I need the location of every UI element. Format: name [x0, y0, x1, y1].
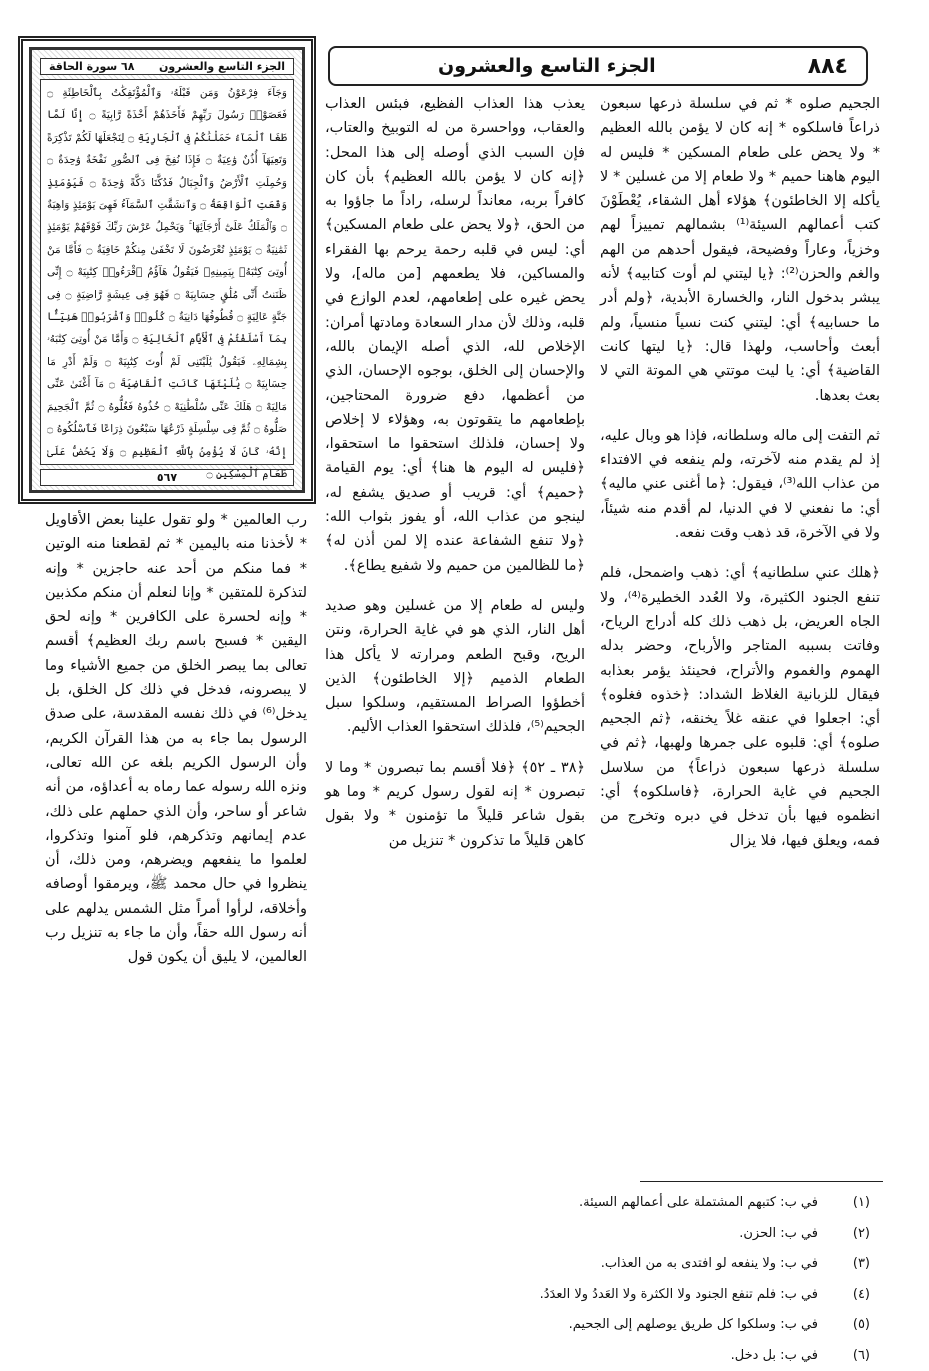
footnote-text: في ب: ولا ينفعه لو افتدى به من العذاب. — [600, 1256, 818, 1271]
mushaf-page-number: ٥٦٧ — [156, 471, 178, 484]
footnote-number: (٤) — [852, 1286, 870, 1302]
paragraph: الجحيم صلوه * ثم في سلسلة ذرعها سبعون ذراعاً فاسلكوه * إنه كان لا يؤمن بالله العظيم * ولا يحض على طعام المسكين * فليس له اليوم هاهنا حميم * ولا طعام إلا من غسلين * لا يأكله إلا الخاطئون﴾ هؤلاء أهل الشقاء، يُعْطَوْنَ كتب أعمالهم السيئة⁽¹⁾ بشمالهم تمييزاً لهم وخزياً، وعاراً وفضيحة، فيقول أحدهم من الهم والغم والحزن⁽²⁾: ﴿يا ليتني لم أوت كتابيه﴾ لأنه يبشر بدخول النار، والخسارة الأبدية، ﴿ولم أدر ما حسابيه﴾ أي: ليتني كنت نسياً منسياً، ولم أبعث وأحاسب، ولهذا قال: ﴿يا ليتها كانت القاضية﴾ أي: يا ليت موتتي هي الموتة التي لا بعث بعدها. — [600, 96, 880, 404]
mushaf-surah-label: ٦٨ سورة الحاقة — [49, 60, 135, 73]
footnotes — [300, 1188, 870, 1371]
mushaf-header — [40, 58, 294, 75]
right-column — [600, 92, 880, 1164]
footnote — [300, 1188, 870, 1219]
page-header — [328, 46, 868, 86]
paragraph: يعذب هذا العذاب الفظيع، فبئس العذاب والعقاب، وواحسرة من له التوبيخ والعتاب، فإن السبب الذي أوصله إلى هذا المحل: ﴿إنه كان لا يؤمن بالله العظيم﴾ بأن كان كافراً بربه، معانداً لرسله، راداً ما جاؤوا به من الحق، ﴿ولا يحض على طعام المسكين﴾ أي: ليس في قلبه رحمة يرحم بها الفقراء والمساكين، فلا يطعمهم [من ماله]، ولا يحض غيره على إطعامهم، لعدم الوازع في قلبه، وذلك لأن مدار السعادة ومادتها أمران: الإخلاص لله، الذي أصله الإيمان بالله، والإحسان إلى الخلق، بوجوه الإحسان، الذي من أعظمها، دفع ضرورة المحتاجين، بإطعامهم ما يتقوتون به، وهؤلاء لا إخلاص ولا إحسان، فلذلك استحقوا ما استحقوا، ﴿فليس له اليوم ها هنا﴾ أي: يوم القيامة ﴿حميم﴾ أي: قريب أو صديق يشفع له، لينجو من عذاب الله، أو يفوز بثواب الله: ﴿ولا تنفع الشفاعة عنده إلا لمن أذن له﴾ ﴿ما للظالمين من حميم ولا شفيع يطاع﴾. — [325, 96, 585, 574]
paragraph: رب العالمين * ولو تقول علينا بعض الأقاويل * لأخذنا منه باليمين * ثم لقطعنا منه الوتين * فما منكم من أحد عنه حاجزين * وإنه لتذكرة للمتقين * وإنا لنعلم أن منكم مكذبين * وإنه لحسرة على الكافرين * وإنه لحق اليقين * فسبح باسم ربك العظيم﴾ أقسم تعالى بما يبصر الخلق من جميع الأشياء وما لا يبصرونه، فدخل في ذلك كل الخلق، بل يدخل⁽⁶⁾ في ذلك نفسه المقدسة، على صدق الرسول بما جاء به من هذا القرآن الكريم، وأن الرسول الكريم بلغه عن الله تعالى، ونزه الله رسوله عما رماه به أعداؤه، من أنه شاعر أو ساحر، وأن الذي حملهم على ذلك، عدم إيمانهم وتذكرهم، فلو آمنوا وتذكروا، لعلموا ما ينفعهم ويضرهم، ومن ذلك، أن ينظروا في حال محمد ﷺ، ويرمقوا أوصافه وأخلاقه، لرأوا أمراً مثل الشمس يدلهم على أنه رسول الله حقاً، وأن ما جاء به تنزيل رب العالمين، لا يليق أن يكون قول — [45, 512, 307, 966]
paragraph: وليس له طعام إلا من غسلين وهو صديد أهل النار، الذي هو في غاية الحرارة، ونتن الريح، وقبح الطعم ومرارته لا يأكل هذا الطعام الذميم ﴿إلا الخاطئون﴾ الذين أخطؤوا الصراط المستقيم، وسلكوا سبل الجحيم⁽⁵⁾، فلذلك استحقوا العذاب الأليم. — [325, 597, 585, 736]
paragraph: ﴿هلك عني سلطانيه﴾ أي: ذهب واضمحل، فلم تنفع الجنود الكثيرة، ولا العُدد الخطيرة⁽⁴⁾، ولا الجاه العريض، بل ذهب ذلك كله أدراج الرياح، وفاتت بسببه المتاجر والأرباح، وحضر بدله الهموم والغموم والأتراح، فحينئذ يؤمر بعذابه فيقال للزبانية الغلاظ الشداد: ﴿خذوه فغلوه﴾ أي: اجعلوا في عنقه غلاً يخنقه، ﴿ثم الجحيم صلوه﴾ أي: قلبوه على جمرها ولهبها، ﴿ثم في سلسلة ذرعها سبعون ذراعاً﴾ من سلاسل الجحيم في غاية الحرارة، ﴿فاسلكوه﴾ أي: انظموه فيها بأن تدخل في دبره وتخرج من فمه، ويعلق فيها، فلا يزال — [600, 565, 881, 849]
mushaf-ornament-border — [29, 47, 305, 493]
footnote-divider — [640, 1181, 883, 1182]
footnote-number: (٣) — [852, 1256, 870, 1271]
footnote — [300, 1341, 870, 1371]
footnote-number: (٦) — [852, 1347, 870, 1363]
footnote-number: (٥) — [852, 1317, 870, 1332]
footnote-text: في ب: الحزن. — [739, 1225, 818, 1241]
paragraph: ﴿٣٨ ـ ٥٢﴾ ﴿فلا أقسم بما تبصرون * وما لا تبصرون * إنه لقول رسول كريم * وما هو بقول شاعر قليلاً ما تؤمنون * ولا بقول كاهن قليلاً ما تذكرون * تنزيل من — [325, 759, 585, 849]
part-title: الجزء التاسع والعشرون — [438, 55, 656, 77]
left-column — [45, 508, 307, 1164]
footnote — [300, 1310, 870, 1341]
footnote-text: في ب: كتبهم المشتملة على أعمالهم السيئة. — [578, 1195, 818, 1210]
paragraph: ثم التفت إلى ماله وسلطانه، فإذا هو وبال عليه، إذ لم يقدم منه لآخرته، ولم ينفعه في الافتداء من عذاب الله⁽³⁾، فيقول: ﴿ما أغنى عني ماليه﴾ أي: ما نفعني لا في الدنيا، لم أقدم منه شيئاً، ولا في الآخرة، قد ذهب وقت نفعه. — [600, 427, 880, 542]
mushaf-juz-label: الجزء التاسع والعشرون — [158, 60, 285, 73]
footnote — [300, 1280, 870, 1311]
middle-column — [325, 92, 585, 1164]
footnote-text: في ب: فلم تنفع الجنود ولا الكثرة ولا العَددُ ولا العدَدُ. — [539, 1286, 818, 1302]
mushaf-page-frame — [18, 36, 316, 504]
footnote-number: (٢) — [852, 1225, 870, 1241]
footnote-number: (١) — [852, 1195, 870, 1210]
footnote-text: في ب: بل دخل. — [730, 1347, 818, 1363]
footnote-text: في ب: وسلكوا كل طريق يوصلهم إلى الجحيم. — [568, 1317, 818, 1332]
footnote — [300, 1249, 870, 1280]
page-number: ٨٨٤ — [807, 53, 848, 79]
mushaf-verses: وَجَآءَ فِرْعَوْنُ وَمَن قَبْلَهُۥ وَٱلْمُؤْتَفِكَٰتُ بِٱلْخَاطِئَةِ ۝ فَعَصَوْا۟ رَسُولَ رَبِّهِمْ فَأَخَذَهُمْ أَخْذَةً رَّابِيَةً ۝ إِنَّا لَمَّا طَغَا ٱلْمَآءُ حَمَلْنَٰكُمْ فِى ٱلْجَارِيَةِ ۝ لِنَجْعَلَهَا لَكُمْ تَذْكِرَةً وَتَعِيَهَآ أُذُنٌ وَٰعِيَةٌ ۝ فَإِذَا نُفِخَ فِى ٱلصُّورِ نَفْخَةٌ وَٰحِدَةٌ ۝ وَحُمِلَتِ ٱلْأَرْضُ وَٱلْجِبَالُ فَدُكَّتَا دَكَّةً وَٰحِدَةً ۝ فَيَوْمَئِذٍ وَقَعَتِ ٱلْوَاقِعَةُ ۝ وَٱنشَقَّتِ ٱلسَّمَآءُ فَهِىَ يَوْمَئِذٍ وَاهِيَةٌ ۝ وَٱلْمَلَكُ عَلَىٰٓ أَرْجَآئِهَا ۚ وَيَحْمِلُ عَرْشَ رَبِّكَ فَوْقَهُمْ يَوْمَئِذٍ ثَمَٰنِيَةٌ ۝ يَوْمَئِذٍ تُعْرَضُونَ لَا تَخْفَىٰ مِنكُمْ خَافِيَةٌ ۝ فَأَمَّا مَنْ أُوتِىَ كِتَٰبَهُۥ بِيَمِينِهِۦ فَيَقُولُ هَآؤُمُ ٱقْرَءُوا۟ كِتَٰبِيَهْ ۝ إِنِّى ظَنَنتُ أَنِّى مُلَٰقٍ حِسَابِيَهْ ۝ فَهُوَ فِى عِيشَةٍ رَّاضِيَةٍ ۝ فِى جَنَّةٍ عَالِيَةٍ ۝ قُطُوفُهَا دَانِيَةٌ ۝ كُلُوا۟ وَٱشْرَبُوا۟ هَنِيٓـًٔۢا بِمَآ أَسْلَفْتُمْ فِى ٱلْأَيَّامِ ٱلْخَالِيَةِ ۝ وَأَمَّا مَنْ أُوتِىَ كِتَٰبَهُۥ بِشِمَالِهِۦ فَيَقُولُ يَٰلَيْتَنِى لَمْ أُوتَ كِتَٰبِيَهْ ۝ وَلَمْ أَدْرِ مَا حِسَابِيَهْ ۝ يَٰلَيْتَهَا كَانَتِ ٱلْقَاضِيَةَ ۝ مَآ أَغْنَىٰ عَنِّى مَالِيَهْ ۝ هَلَكَ عَنِّى سُلْطَٰنِيَهْ ۝ خُذُوهُ فَغُلُّوهُ ۝ ثُمَّ ٱلْجَحِيمَ صَلُّوهُ ۝ ثُمَّ فِى سِلْسِلَةٍ ذَرْعُهَا سَبْعُونَ ذِرَاعًا فَٱسْلُكُوهُ ۝ إِنَّهُۥ كَانَ لَا يُؤْمِنُ بِٱللَّهِ ٱلْعَظِيمِ ۝ وَلَا يَحُضُّ عَلَىٰ طَعَامِ ٱلْمِسْكِينِ ۝ — [40, 79, 294, 465]
footnote — [300, 1219, 870, 1250]
